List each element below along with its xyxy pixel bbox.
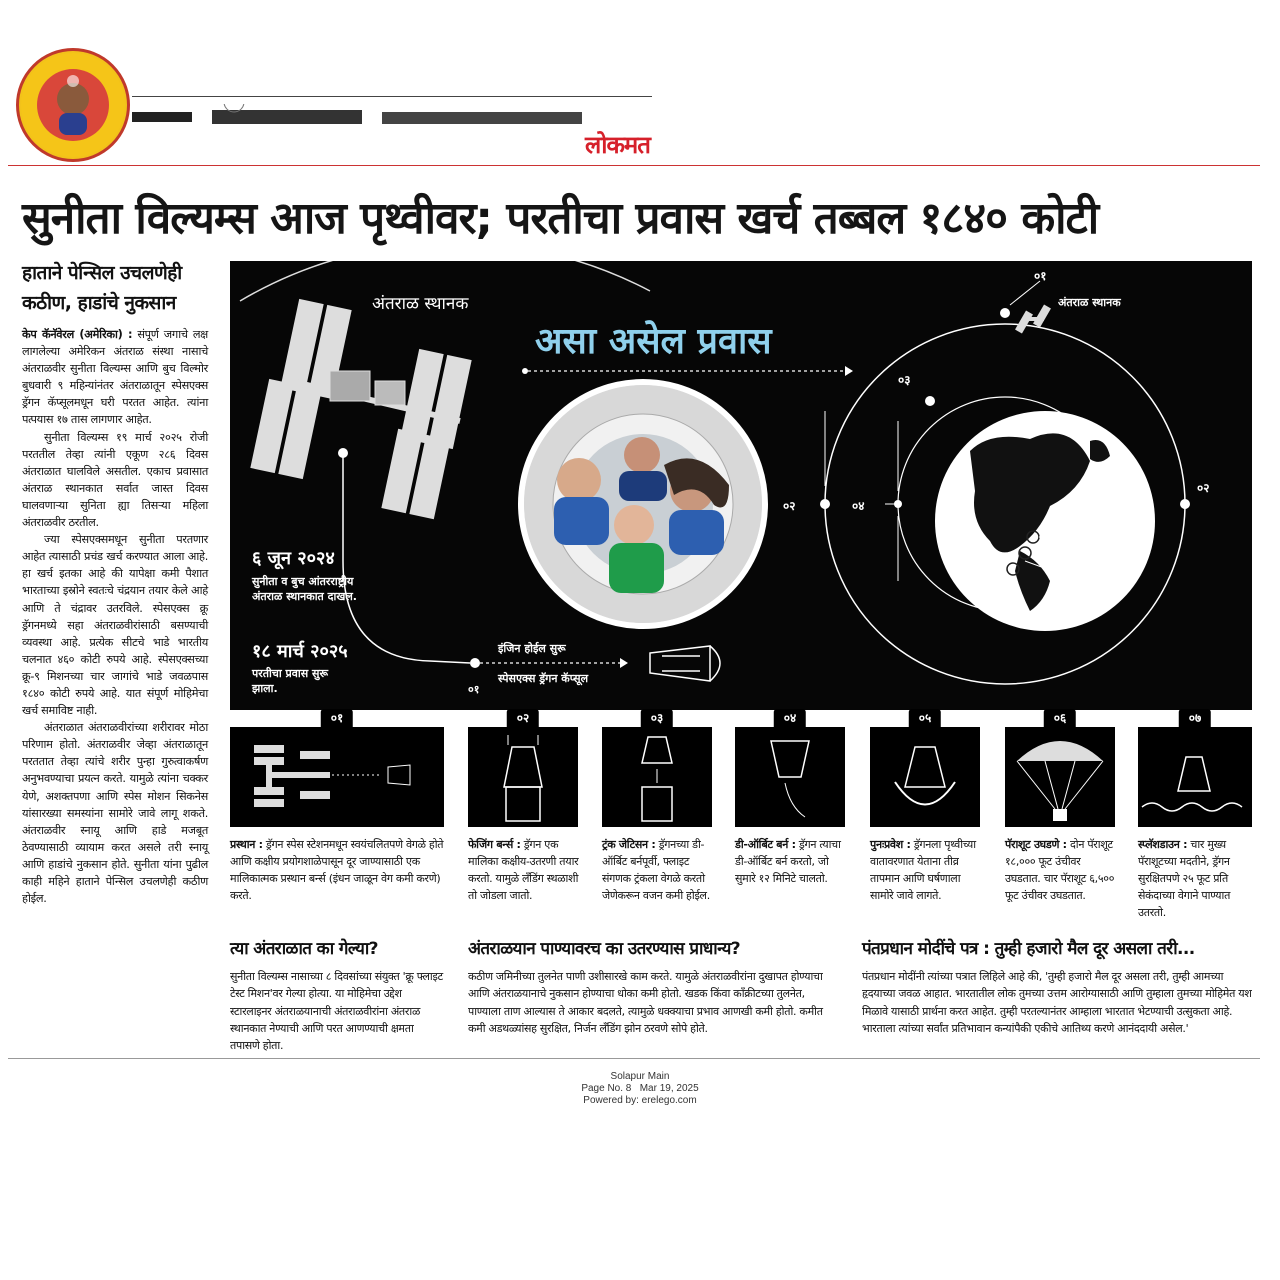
orbit-marker-01: ०१	[1034, 269, 1047, 283]
step-03-icon	[602, 727, 712, 827]
step-01-number: ०१	[321, 709, 353, 727]
footer-page-line	[540, 1083, 740, 1095]
orbit-marker-02-right: ०२	[1197, 481, 1210, 495]
page-footer	[540, 1071, 740, 1107]
orbit-marker-06: ०६	[1080, 581, 1093, 595]
step-01-text: ड्रॅगन स्पेस स्टेशनमधून स्वयंचलितपणे वेगळे होते आणि कक्षीय प्रयोगशाळेपासून दूर जाण्यासाठी एक मालिकात्मक प्रस्थान बर्न्स (इंधन जाळून वेग कमी करणे) करते.	[230, 838, 444, 902]
step-02-title: फेजिंग बर्न्स :	[468, 838, 521, 851]
event1-text-content: सुनीता व बुच आंतरराष्ट्रीय अंतराळ स्थानकात दाखल.	[252, 575, 357, 603]
descent-steps	[230, 709, 1252, 829]
step-06-text: दोन पॅराशूट १८,००० फूट उंचीवर उघडतात. चार पॅराशूट ६,५०० फूट उंचीवर उघडतात.	[1005, 838, 1115, 902]
teacher-seal-logo	[16, 48, 130, 162]
orbit-marker-04: ०४	[852, 499, 865, 513]
step-04-desc	[735, 836, 847, 887]
event2-text	[252, 666, 352, 696]
masthead-rule	[8, 165, 1260, 166]
section-modi-letter-body: पंतप्रधान मोदींनी त्यांच्या पत्रात लिहिले आहे की, 'तुम्ही हजारो मैल दूर असला तरी, तुम्ही आमच्या हृदयाच्या जवळ आहात. भारतातील लोक तुमच्या उत्तम आरोग्यासाठी आणि तुम्हाला तुमच्या मोहिमेत यश मिळावे यासाठी प्रार्थना करत आहेत. तुम्ही परतल्यानंतर आम्हाला भारतात भेटण्याची उत्सुकता आहे. भारताला त्यांच्या सर्वांत प्रतिभावान कन्यांपैकी एकीचे आतिथ्य करणे आनंददायी असेल.'	[862, 970, 1252, 1035]
step-05-text: ड्रॅगनला पृथ्वीच्या वातावरणात येताना तीव्र तापमान आणि घर्षणाला सामोरे जावे लागते.	[870, 838, 976, 902]
cropped-header-strip	[132, 104, 622, 128]
step-04-icon	[735, 727, 845, 827]
step-05-desc	[870, 836, 982, 904]
orbit-station-label: अंतराळ स्थानक	[1058, 296, 1121, 309]
section-water-landing-body: कठीण जमिनीच्या तुलनेत पाणी उशीसारखे काम करते. यामुळे अंतराळवीरांना दुखापत होण्याचा आणि अंतराळयानाचे नुकसान होण्याचा धोका कमी होतो. खडक किंवा काँक्रीटच्या तुलनेत, पाण्याला ताण आल्यास ते आकार बदलते, त्यामुळे धक्क्याचा प्रभाव आणखी कमी होतो. कमीत कमी अडथळ्यांसह सुरक्षित, निर्जन लँडिंग झोन ठरवणे सोपे होते.	[468, 970, 823, 1035]
orbit-marker-02-left: ०२	[783, 499, 796, 513]
step-07-number: ०७	[1179, 709, 1211, 727]
step-06-icon	[1005, 727, 1115, 827]
step-07-title: स्प्लॅशडाउन :	[1138, 838, 1188, 851]
step-07-text: चार मुख्य पॅराशूटच्या मदतीने, ड्रॅगन सुरक्षितपणे २५ फूट प्रति सेकंदाच्या वेगाने पाण्यात उतरतो.	[1138, 838, 1231, 919]
orbit-marker-07: ०७	[1116, 531, 1129, 545]
event1-date: ६ जून २०२४	[252, 548, 335, 569]
step-04-title: डी-ऑर्बिट बर्न :	[735, 838, 796, 851]
step-06-number: ०६	[1044, 709, 1076, 727]
section-water-landing-heading: अंतराळयान पाण्यावरच का उतरण्यास प्राधान्य?	[468, 939, 741, 959]
step-05-number: ०५	[909, 709, 941, 727]
event2-date: १८ मार्च २०२५	[252, 641, 348, 662]
section-modi-letter-heading: पंतप्रधान मोदींचे पत्र : तुम्ही हजारो मैल दूर असला तरी...	[862, 939, 1195, 959]
side-story-p1: संपूर्ण जगाचे लक्ष लागलेल्या अमेरिकन अंतराळ संस्था नासाचे अंतराळवीर सुनीता विल्यम्स आणि बुच विल्मोर बुधवारी ९ महिन्यांनंतर अंतराळातून स्पेसएक्स ड्रॅगन कॅप्सूलमधून घरी परतत आहेत. त्यांना पत्पयास १७ तास लागणार आहेत.	[22, 328, 208, 427]
step-03	[602, 709, 712, 829]
step-03-desc	[602, 836, 714, 904]
orbit-marker-03: ०३	[898, 373, 911, 387]
side-story-heading: हाताने पेन्सिल उचलणेही कठीण, हाडांचे नुकसान	[22, 262, 182, 314]
event1-text	[252, 574, 372, 604]
step-07-icon	[1138, 727, 1252, 827]
newspaper-masthead: लोकमत	[585, 130, 650, 159]
engine-label: इंजिन होईल सुरू	[498, 642, 566, 655]
step-01	[230, 709, 444, 829]
step-03-number: ०३	[641, 709, 673, 727]
step-03-title: ट्रंक जेटिसन :	[602, 838, 656, 851]
infographic-title: असा असेल प्रवास	[535, 321, 772, 362]
step-06-desc	[1005, 836, 1117, 904]
orbit-marker-05: ०५	[1002, 613, 1015, 627]
path-marker-01: ०१	[468, 683, 480, 696]
step-06-title: पॅराशूट उघडणे :	[1005, 838, 1067, 851]
step-05	[870, 709, 980, 829]
main-headline: सुनीता विल्यम्स आज पृथ्वीवर; परतीचा प्रवास खर्च तब्बल १८४० कोटी	[22, 193, 1099, 244]
step-01-title: प्रस्थान :	[230, 838, 263, 851]
top-rule	[132, 96, 652, 97]
footer-date: Mar 19, 2025	[639, 1083, 699, 1094]
step-07-desc	[1138, 836, 1252, 921]
step-04-number: ०४	[774, 709, 806, 727]
step-02-desc	[468, 836, 580, 904]
footer-edition: Solapur Main	[610, 1071, 670, 1082]
step-01-icon	[230, 727, 444, 827]
event2-text-content: परतीचा प्रवास सुरू झाला.	[252, 667, 329, 695]
side-story-p4: अंतराळात अंतराळवीरांच्या शरीरावर मोठा परिणाम होतो. अंतराळवीर जेव्हा अंतराळातून परततात तेव्हा त्यांचे शरीर पुन्हा गुरुत्वाकर्षण अनुभवण्याचा प्रयत्न करते. यामुळे त्यांना चक्कर येणे, अशक्तपणा आणि स्पेस मोशन सिकनेस यांसारख्या समस्यांना सामोरे जावे लागू शकते. अंतराळवीर स्नायू आणि हाडे मजबूत ठेवण्यासाठी व्यायाम करत असले तरी स्नायू आणि हाडांचे नुकसान होते. सुनीता यांना पुढील काही महिने हाताने पेन्सिल उचलणेही कठीण होईल.	[22, 721, 208, 906]
step-02-icon	[468, 727, 578, 827]
step-05-icon	[870, 727, 980, 827]
dateline: केप कॅनॅवेरल (अमेरिका) :	[22, 328, 133, 341]
step-01-desc	[230, 836, 444, 904]
station-label: अंतराळ स्थानक	[372, 294, 469, 314]
section-why-space-body: सुनीता विल्यम्स नासाच्या ८ दिवसांच्या संयुक्त 'क्रू फ्लाइट टेस्ट मिशन'वर गेल्या होत्या. या मोहिमेचा उद्देश स्टारलाइनर अंतराळयानाची अंतराळवीरांना अंतराळ स्थानकात नेण्याची आणि परत आणण्याची क्षमता तपासणे होता.	[230, 970, 443, 1053]
step-03-text: ड्रॅगनच्या डी-ऑर्बिट बर्नपूर्वी, फ्लाइट संगणक ट्रंकला वेगळे करतो जेणेकरून वजन कमी होईल.	[602, 838, 710, 902]
step-02	[468, 709, 578, 829]
space-station-illustration	[251, 299, 471, 518]
step-04-text: ड्रॅगन त्याचा डी-ऑर्बिट बर्न करतो, जो सुमारे १२ मिनिटे चालतो.	[735, 838, 841, 885]
side-story-body	[22, 326, 208, 907]
step-07	[1138, 709, 1252, 829]
footer-page: Page No. 8	[581, 1083, 632, 1094]
bottom-rule	[8, 1058, 1260, 1059]
step-06	[1005, 709, 1115, 829]
section-why-space-heading: त्या अंतराळात का गेल्या?	[230, 939, 378, 959]
step-05-title: पुनःप्रवेश :	[870, 838, 911, 851]
astronauts-photo	[518, 379, 768, 629]
side-story-p3: ज्या स्पेसएक्समधून सुनीता परतणार आहेत त्यासाठी प्रचंड खर्च करण्यात आला आहे. हा खर्च इतका आहे की यापेक्षा कमी पैशात भारताच्या इस्रोने स्वतःचे चंद्रयान तयार केले आहे आणि ते चंद्रावर उतरविले. स्पेसएक्स क्रू ड्रॅगनमध्ये सहा अंतराळवीरांसाठी बसण्याची व्यवस्था आहे. प्रत्येक सीटचे भाडे भारतीय चलनात ४६० कोटी रुपये आहे. स्पेसएक्सच्या क्रू-९ मिशनच्या चार जागांचे भाडे जवळपास १८४० कोटी रुपये आहे. यात संपूर्ण मोहिमेचा खर्च समाविष्ट नाही.	[22, 533, 208, 718]
journey-infographic	[230, 261, 1252, 710]
dragon-capsule-illustration	[650, 646, 720, 681]
step-02-text: ड्रॅगन एक मालिका कक्षीय-उतरणी तयार करतो. यामुळे लँडिंग स्थळाशी तो जोडला जातो.	[468, 838, 579, 902]
footer-powered: Powered by: erelego.com	[583, 1095, 697, 1106]
side-story-p2: सुनीता विल्यम्स १९ मार्च २०२५ रोजी परततील तेव्हा त्यांनी एकूण २८६ दिवस अंतराळात घालविले असतील. एकाच प्रवासात अंतराळ स्थानकात सर्वात जास्त दिवस घालवणाऱ्या सुनिता ह्या तिसऱ्या महिला अंतराळवीर ठरतील.	[22, 430, 208, 530]
step-04	[735, 709, 845, 829]
step-02-number: ०२	[507, 709, 539, 727]
capsule-label: स्पेसएक्स ड्रॅगन कॅप्सूल	[498, 672, 589, 685]
